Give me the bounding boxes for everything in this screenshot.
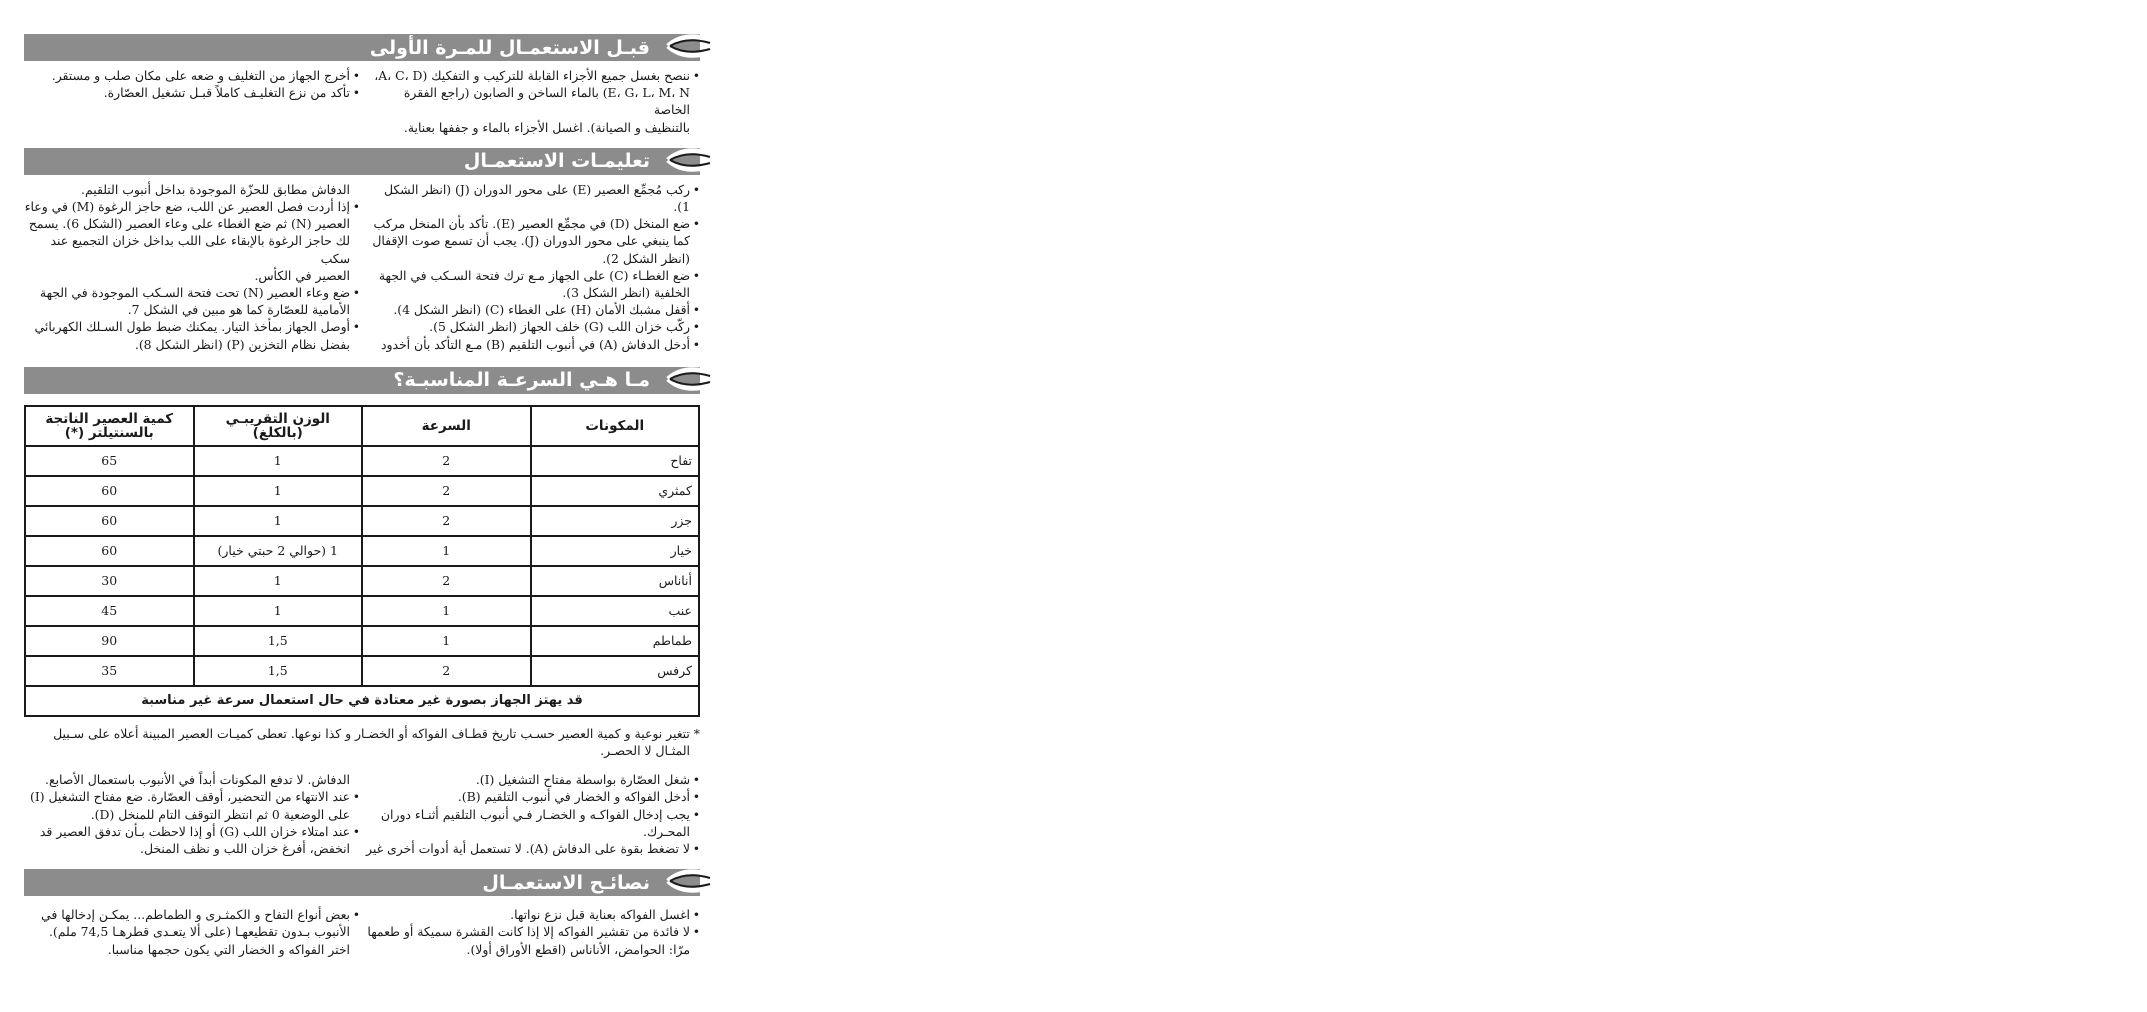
section-title: قبـل الاستعمـال للمـرة الأولى bbox=[369, 36, 650, 59]
table-cell: 2 bbox=[362, 446, 531, 476]
table-row bbox=[25, 596, 699, 626]
column-right bbox=[364, 771, 700, 857]
column-left bbox=[24, 67, 360, 136]
column-right bbox=[364, 67, 700, 136]
section-title: نصائـح الاستعمـال bbox=[482, 871, 650, 894]
table-cell: 1 bbox=[362, 626, 531, 656]
table-cell: 45 bbox=[25, 596, 194, 626]
table-cell: 1 bbox=[362, 536, 531, 566]
section-body-tips bbox=[24, 906, 700, 958]
document-page bbox=[24, 34, 700, 958]
bullet-item: • ضع المنخل (D) في مجمِّع العصير (E). تأكد بأن المنخل مركب bbox=[364, 215, 700, 232]
bullet-continuation: الخلفية (انظر الشكل 3). bbox=[562, 285, 690, 301]
bullet-item: • أدخل الفواكه و الخضار في أنبوب التلقيم (B). bbox=[364, 788, 700, 805]
table-cell: 2 bbox=[362, 506, 531, 536]
column-left bbox=[24, 181, 360, 353]
table-cell: تفاح bbox=[531, 446, 700, 476]
section-body-instructions bbox=[24, 181, 700, 353]
bullet-continuation: الأمامية للعصّارة كما هو مبين في الشكل 7. bbox=[127, 302, 350, 318]
bullet-item: • إذا أردت فصل العصير عن اللب، ضع حاجز الرغوة (M) في وعاء bbox=[24, 198, 360, 215]
table-cell: 1,5 bbox=[194, 626, 363, 656]
table-row bbox=[25, 506, 699, 536]
column-header: كمية العصير الناتجة بالسنتيلتر (*) bbox=[25, 406, 194, 446]
bullet-item: • لا فائدة من تقشير الفواكه إلا إذا كانت القشرة سميكة أو طعمها bbox=[364, 923, 700, 940]
section-title: تعليمـات الاستعمـال bbox=[463, 150, 650, 173]
bullet-continuation: على الوضعية 0 ثم انتظر التوقف التام للمنخل (D). bbox=[90, 806, 350, 822]
bullet-item: • أوصل الجهاز بمأخذ التيار. يمكنك ضبط طول السـلك الكهربائي bbox=[24, 318, 360, 335]
section-title: مـا هـي السرعـة المناسبـة؟ bbox=[393, 369, 650, 392]
table-row bbox=[25, 656, 699, 686]
table-note: قد يهتز الجهاز بصورة غير معتادة في حال استعمال سرعة غير مناسبة bbox=[25, 686, 699, 716]
section-header-speed bbox=[24, 367, 700, 394]
table-row bbox=[25, 446, 699, 476]
table-cell: 1 bbox=[194, 506, 363, 536]
bullet-item: • ننصح بغسل جميع الأجزاء القابلة للتركيب و التفكيك (A، C، D، bbox=[364, 67, 700, 84]
column-left bbox=[24, 771, 360, 857]
bullet-item: • عند امتلاء خزان اللب (G) أو إذا لاحظت بـأن تدفق العصير قد bbox=[24, 823, 360, 840]
table-row bbox=[25, 626, 699, 656]
bullet-item: • بعض أنواع التفاح و الكمثـرى و الطماطم... يمكـن إدخالها في bbox=[24, 906, 360, 923]
footnote-line: المثـال لا الحصـر. bbox=[600, 743, 690, 759]
table-cell: 1 bbox=[194, 476, 363, 506]
footnote bbox=[24, 725, 700, 759]
table-cell: طماطم bbox=[531, 626, 700, 656]
bullet-item: • ركب مُجمِّع العصير (E) على محور الدوران (J) (انظر الشكل 1). bbox=[364, 181, 700, 215]
bullet-item: • ضع وعاء العصير (N) تحت فتحة السـكب الموجودة في الجهة bbox=[24, 284, 360, 301]
bullet-continuation: بالتنظيف و الصيانة). اغسل الأجزاء بالماء و جففها بعناية. bbox=[403, 119, 690, 135]
bullet-item: • ضع الغطـاء (C) على الجهاز مـع ترك فتحة السـكب في الجهة bbox=[364, 267, 700, 284]
speed-table bbox=[24, 405, 700, 717]
bullet-continuation: المحـرك. bbox=[643, 823, 690, 839]
bullet-item: • لا تضغط بقوة على الدفاش (A). لا تستعمل أية أدوات أخرى غير bbox=[364, 840, 700, 857]
table-cell: 1 bbox=[194, 596, 363, 626]
section-header-tips bbox=[24, 869, 700, 896]
table-cell: 2 bbox=[362, 656, 531, 686]
column-right bbox=[364, 906, 700, 958]
bullet-continuation: الأنبوب بـدون تقطيعهـا (على ألا يتعـدى قطرهـا 74,5 ملم). bbox=[48, 924, 350, 940]
bullet-continuation: اختر الفواكه و الخضار التي يكون حجمها مناسبا. bbox=[107, 941, 350, 957]
table-cell: 2 bbox=[362, 566, 531, 596]
bullet-item: • أقفل مشبك الأمان (H) على الغطاء (C) (انظر الشكل 4). bbox=[364, 301, 700, 318]
table-cell: 2 bbox=[362, 476, 531, 506]
footnote-line: * تتغير نوعية و كمية العصير حسـب تاريخ قطـاف الفواكه أو الخضـار و كذا نوعها. تعطى كميـات العصير المبينة أعلاه على سـبيل bbox=[53, 725, 700, 741]
bullet-continuation: E، G، L، M، N) بالماء الساخن و الصابون (راجع الفقرة الخاصة bbox=[403, 85, 690, 118]
section-header-first-use bbox=[24, 34, 700, 61]
table-cell: 65 bbox=[25, 446, 194, 476]
table-cell: عنب bbox=[531, 596, 700, 626]
bullet-continuation: (انظر الشكل 2). bbox=[602, 250, 690, 266]
bullet-item: • أخرج الجهاز من التغليف و ضعه على مكان صلب و مستقر. bbox=[24, 67, 360, 84]
bullet-item: • اغسل الفواكه بعناية قبل نزع نواتها. bbox=[364, 906, 700, 923]
bullet-continuation: مرّا: الحوامض، الأناناس (اقطع الأوراق أولا). bbox=[466, 941, 690, 957]
swoosh-arrow-icon bbox=[666, 31, 714, 61]
bullet-continuation: انخفض، أفرغ خزان اللب و نظف المنخل. bbox=[140, 841, 350, 857]
bullet-item: • أدخل الدفاش (A) في أنبوب التلقيم (B) مـع التأكد بأن أخدود bbox=[364, 336, 700, 353]
section-header-instructions bbox=[24, 148, 700, 175]
column-header: المكونات bbox=[531, 406, 700, 446]
table-cell: 1 bbox=[194, 446, 363, 476]
table-row bbox=[25, 536, 699, 566]
bullet-continuation: العصير في الكأس. bbox=[254, 267, 350, 283]
table-cell: 60 bbox=[25, 506, 194, 536]
table-cell: جزر bbox=[531, 506, 700, 536]
bullet-item: • عند الانتهاء من التحضير، أوقف العصّارة. ضع مفتاح التشغيل (I) bbox=[24, 788, 360, 805]
table-cell: 60 bbox=[25, 476, 194, 506]
column-header: السرعة bbox=[362, 406, 531, 446]
table-cell: 1 (حوالي 2 حبتي خيار) bbox=[194, 536, 363, 566]
bullet-continuation: الدفاش مطابق للحزّة الموجودة بداخل أنبوب التلقيم. bbox=[81, 181, 350, 197]
bullet-continuation: العصير (N) ثم ضع الغطاء على وعاء العصير (الشكل 6). يسمح bbox=[28, 216, 350, 232]
table-cell: 1,5 bbox=[194, 656, 363, 686]
table-cell: 1 bbox=[362, 596, 531, 626]
table-note-row bbox=[25, 686, 699, 716]
swoosh-arrow-icon bbox=[666, 364, 714, 394]
column-right bbox=[364, 181, 700, 353]
table-row bbox=[25, 476, 699, 506]
table-cell: 30 bbox=[25, 566, 194, 596]
column-header: الوزن التقريبـي (بالكلغ) bbox=[194, 406, 363, 446]
table-row bbox=[25, 566, 699, 596]
table-header-row bbox=[25, 406, 699, 446]
table-cell: 35 bbox=[25, 656, 194, 686]
bullet-continuation: لك حاجز الرغوة بالإبقاء على اللب بداخل خزان التجميع عند سكب bbox=[50, 233, 350, 266]
column-left bbox=[24, 906, 360, 958]
table-cell: أناناس bbox=[531, 566, 700, 596]
table-cell: كرفس bbox=[531, 656, 700, 686]
bullet-continuation: بفضل نظام التخزين (P) (انظر الشكل 8). bbox=[134, 336, 350, 352]
table-cell: 60 bbox=[25, 536, 194, 566]
bullet-continuation: كما ينبغي على محور الدوران (J). يجب أن تسمع صوت الإقفال bbox=[372, 233, 690, 249]
table-cell: 1 bbox=[194, 566, 363, 596]
table-cell: 90 bbox=[25, 626, 194, 656]
swoosh-arrow-icon bbox=[666, 145, 714, 175]
bullet-item: • تأكد من نزع التغليـف كاملاً قبـل تشغيل العصّارة. bbox=[24, 84, 360, 101]
swoosh-arrow-icon bbox=[666, 866, 714, 896]
bullet-item: • ركّب خزان اللب (G) خلف الجهاز (انظر الشكل 5). bbox=[364, 318, 700, 335]
bullet-item: • يجب إدخال الفواكـه و الخضـار فـي أنبوب التلقيم أثنـاء دوران bbox=[364, 806, 700, 823]
bullet-continuation: الدفاش. لا تدفع المكونات أبداً في الأنبوب باستعمال الأصابع. bbox=[45, 772, 350, 788]
section-body-operation bbox=[24, 771, 700, 857]
table-cell: خيار bbox=[531, 536, 700, 566]
section-body-first-use bbox=[24, 67, 700, 136]
table-cell: كمثري bbox=[531, 476, 700, 506]
bullet-item: • شغل العصّارة بواسطة مفتاح التشغيل (I). bbox=[364, 771, 700, 788]
